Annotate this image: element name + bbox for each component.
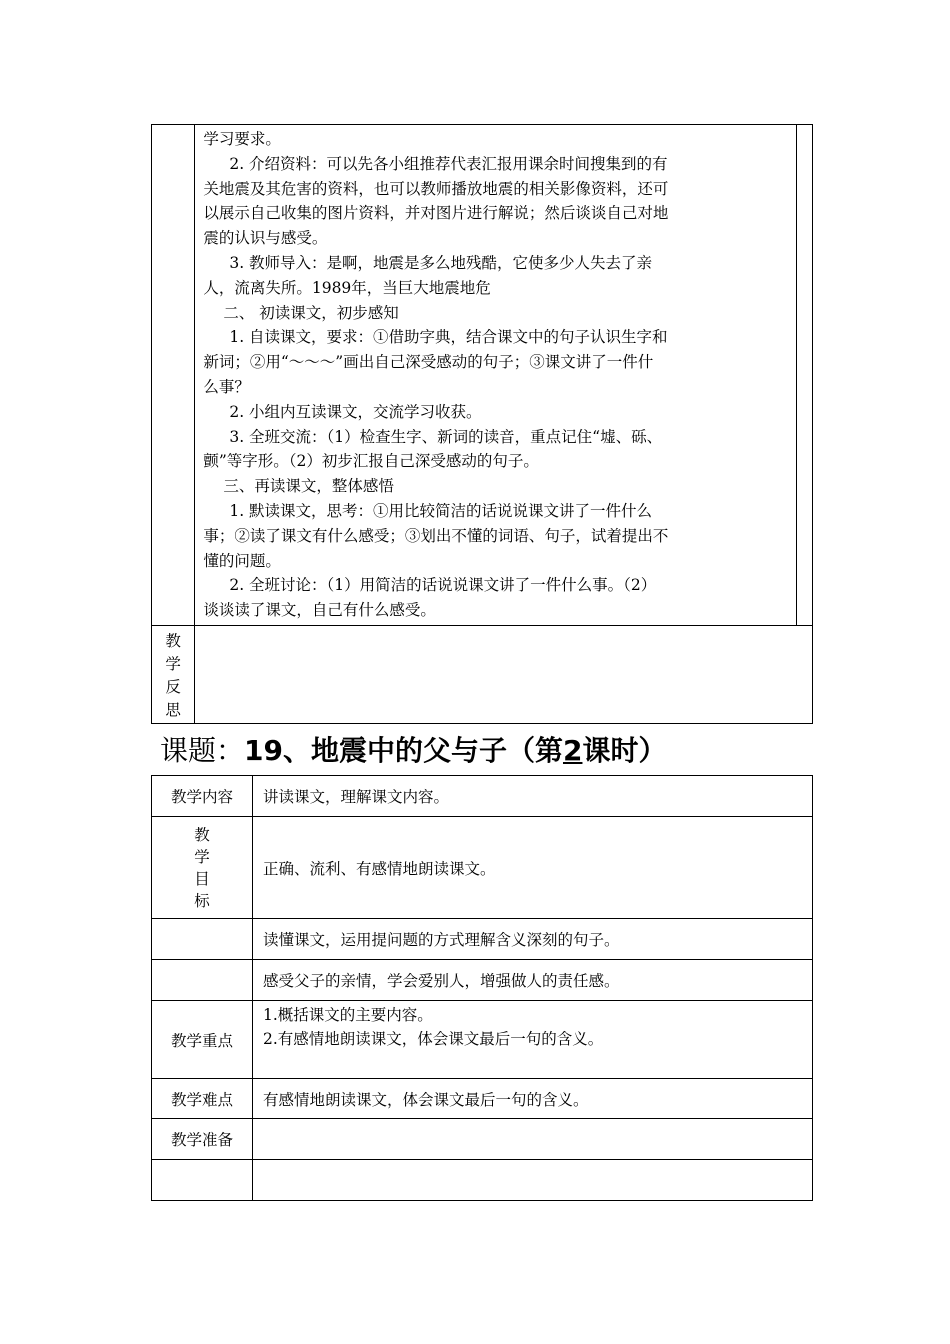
goal-char: 学 [194, 847, 210, 866]
empty-label-cell [152, 1160, 253, 1201]
goal-char: 教 [194, 825, 210, 844]
goal-3: 感受父子的亲情，学会爱别人，增强做人的责任感。 [253, 960, 813, 1001]
process-line: 1. 自读课文，要求：①借助字典，结合课文中的句子认识生字和 [229, 328, 668, 347]
content-value: 讲读课文，理解课文内容。 [253, 776, 813, 817]
process-line: 懂的问题。 [203, 551, 281, 570]
goal-label [152, 817, 253, 919]
empty-label-cell [152, 960, 253, 1001]
process-text [203, 127, 790, 623]
process-line: 关地震及其危害的资料，也可以教师播放地震的相关影像资料，还可 [203, 179, 669, 198]
difficulty-value: 有感情地朗读课文，体会课文最后一句的含义。 [253, 1079, 813, 1119]
title-prefix: 课题： [160, 734, 245, 767]
process-line: 么事？ [203, 377, 250, 396]
process-line: 事；②读了课文有什么感受；③划出不懂的词语、句子，试着提出不 [203, 526, 669, 545]
goal-char: 标 [194, 891, 210, 910]
process-line: 新词；②用“～～～”画出自己深受感动的句子；③课文讲了一件什 [203, 353, 654, 372]
difficulty-label: 教学难点 [152, 1079, 253, 1119]
goal-1: 正确、流利、有感情地朗读课文。 [253, 817, 813, 919]
lesson-title [160, 730, 666, 772]
key-1: 1.概括课文的主要内容。 [263, 1006, 433, 1024]
reflection-char: 教 [165, 632, 181, 650]
lesson-process-table [151, 124, 813, 724]
lesson-plan-table [151, 775, 813, 1201]
prep-value [253, 1119, 813, 1160]
teaching-process-cell [195, 125, 797, 626]
title-main: 19、地震中的父与子（第 [244, 734, 563, 767]
goal-char: 目 [194, 869, 210, 888]
process-line: 人，流离失所。1989年，当巨大地震地危 [203, 278, 491, 297]
key-2: 2.有感情地朗读课文，体会课文最后一句的含义。 [263, 1030, 604, 1048]
process-line: 谈谈读了课文，自己有什么感受。 [203, 601, 436, 620]
process-line: 颤”等字形。（2）初步汇报自己深受感动的句子。 [203, 452, 539, 471]
content-label: 教学内容 [152, 776, 253, 817]
reflection-label-cell [152, 626, 195, 724]
process-line: 3. 教师导入：是啊，地震是多么地残酷，它使多少人失去了亲 [229, 253, 653, 272]
process-line: 3. 全班交流：（1）检查生字、新词的读音，重点记住“墟、砾、 [229, 427, 663, 446]
prep-label: 教学准备 [152, 1119, 253, 1160]
key-value [253, 1001, 813, 1079]
process-line: 学习要求。 [203, 130, 281, 148]
process-line: 2. 小组内互读课文，交流学习收获。 [229, 402, 482, 421]
title-suffix: 课时） [582, 734, 667, 767]
empty-label-cell [152, 919, 253, 960]
process-line: 2. 介绍资料：可以先各小组推荐代表汇报用课余时间搜集到的有 [229, 154, 668, 173]
reflection-char: 反 [165, 678, 181, 696]
process-line: 三、再读课文，整体感悟 [223, 477, 394, 496]
process-line: 1. 默读课文，思考：①用比较简洁的话说说课文讲了一件什么 [229, 501, 653, 520]
process-line: 2. 全班讨论：（1）用简洁的话说说课文讲了一件什么事。（2） [229, 576, 657, 595]
empty-value-cell [253, 1160, 813, 1201]
title-lesson-number: 2 [562, 734, 583, 767]
empty-label-cell [152, 125, 195, 626]
empty-side-cell [796, 125, 812, 626]
process-line: 以展示自己收集的图片资料，并对图片进行解说；然后谈谈自己对地 [203, 204, 669, 223]
key-label: 教学重点 [152, 1001, 253, 1079]
reflection-value-cell [195, 626, 813, 724]
goal-2: 读懂课文，运用提问题的方式理解含义深刻的句子。 [253, 919, 813, 960]
process-line: 二、 初读课文，初步感知 [223, 303, 399, 322]
reflection-char: 思 [165, 701, 181, 719]
process-line: 震的认识与感受。 [203, 229, 328, 248]
reflection-char: 学 [165, 655, 181, 673]
